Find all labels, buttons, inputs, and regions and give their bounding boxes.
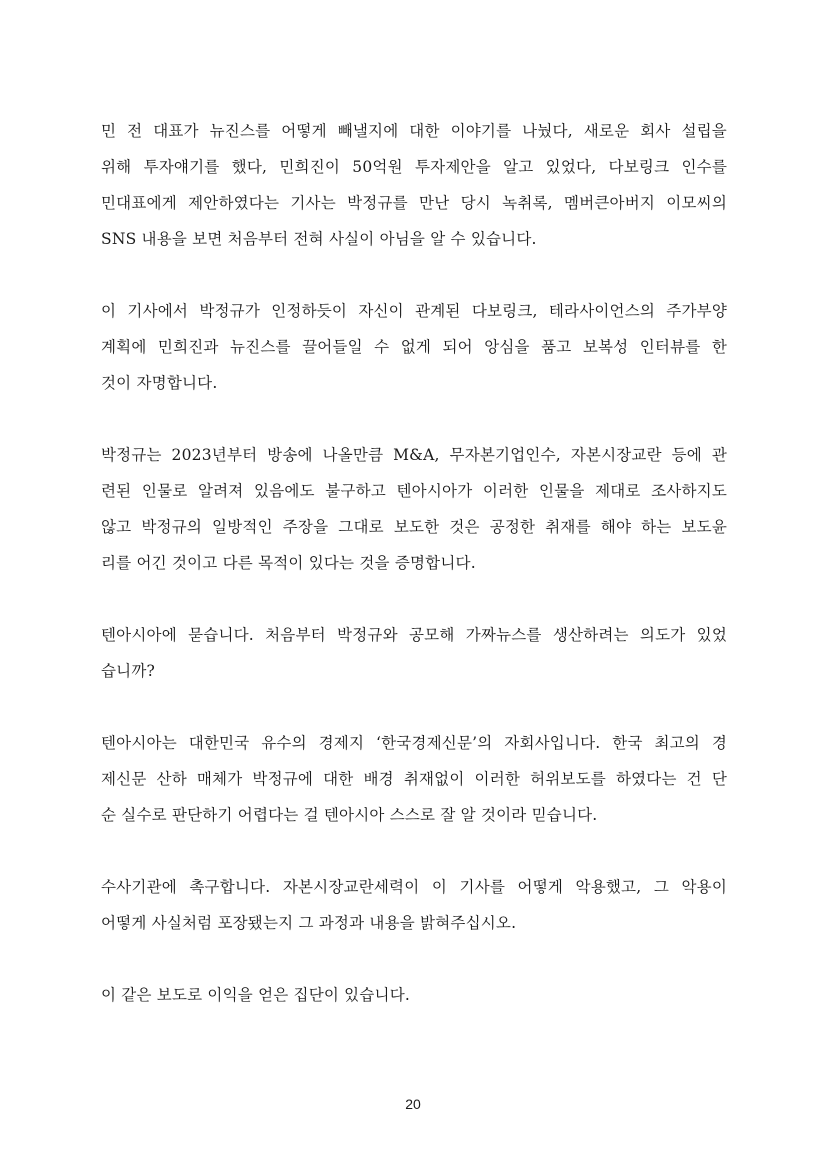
paragraph-line: 박정규는 2023년부터 방송에 나올만큼 M&A, 무자본기업인수, 자본시장교란 등에 관 <box>101 446 727 464</box>
paragraph-line: 이 같은 보도로 이익을 얻은 집단이 있습니다. <box>101 986 411 1004</box>
paragraph-line: SNS 내용을 보면 처음부터 전혀 사실이 아님을 알 수 있습니다. <box>101 230 537 248</box>
paragraph-line: 텐아시아에 묻습니다. 처음부터 박정규와 공모해 가짜뉴스를 생산하려는 의도가 있었 <box>101 626 727 644</box>
paragraph-5 <box>101 725 727 833</box>
paragraph-line: 민대표에게 제안하였다는 기사는 박정규를 만난 당시 녹취록, 멤버큰아버지 이모씨의 <box>101 194 727 212</box>
paragraph-line: 이 기사에서 박정규가 인정하듯이 자신이 관계된 다보링크, 테라사이언스의 주가부양 <box>101 302 727 320</box>
paragraph-line: 순 실수로 판단하기 어렵다는 걸 텐아시아 스스로 잘 알 것이라 믿습니다. <box>101 806 598 824</box>
paragraph-line: 계획에 민희진과 뉴진스를 끌어들일 수 없게 되어 앙심을 품고 보복성 인터뷰를 한 <box>101 338 727 356</box>
document-body <box>101 113 727 1049</box>
page-number: 20 <box>405 1096 421 1112</box>
paragraph-1 <box>101 113 727 257</box>
paragraph-line: 위해 투자얘기를 했다, 민희진이 50억원 투자제안을 알고 있었다, 다보링크 인수를 <box>101 158 727 176</box>
paragraph-line: 련된 인물로 알려져 있음에도 불구하고 텐아시아가 이러한 인물을 제대로 조사하지도 <box>101 482 727 500</box>
paragraph-line: 수사기관에 촉구합니다. 자본시장교란세력이 이 기사를 어떻게 악용했고, 그 악용이 <box>101 878 727 896</box>
paragraph-2 <box>101 293 727 401</box>
paragraph-line: 리를 어긴 것이고 다른 목적이 있다는 것을 증명합니다. <box>101 554 476 572</box>
paragraph-4 <box>101 617 727 689</box>
paragraph-line: 습니까? <box>101 662 156 680</box>
paragraph-line: 제신문 산하 매체가 박정규에 대한 배경 취재없이 이러한 허위보도를 하였다는 건 단 <box>101 770 727 788</box>
paragraph-line: 않고 박정규의 일방적인 주장을 그대로 보도한 것은 공정한 취재를 해야 하는 보도윤 <box>101 518 727 536</box>
paragraph-line: 민 전 대표가 뉴진스를 어떻게 빼낼지에 대한 이야기를 나눴다, 새로운 회사 설립을 <box>101 122 727 140</box>
paragraph-line: 것이 자명합니다. <box>101 374 218 392</box>
paragraph-6 <box>101 869 727 941</box>
paragraph-line: 어떻게 사실처럼 포장됐는지 그 과정과 내용을 밝혀주십시오. <box>101 914 517 932</box>
paragraph-3 <box>101 437 727 581</box>
paragraph-line: 텐아시아는 대한민국 유수의 경제지 ‘한국경제신문’의 자회사입니다. 한국 최고의 경 <box>101 734 727 752</box>
paragraph-7 <box>101 977 727 1013</box>
